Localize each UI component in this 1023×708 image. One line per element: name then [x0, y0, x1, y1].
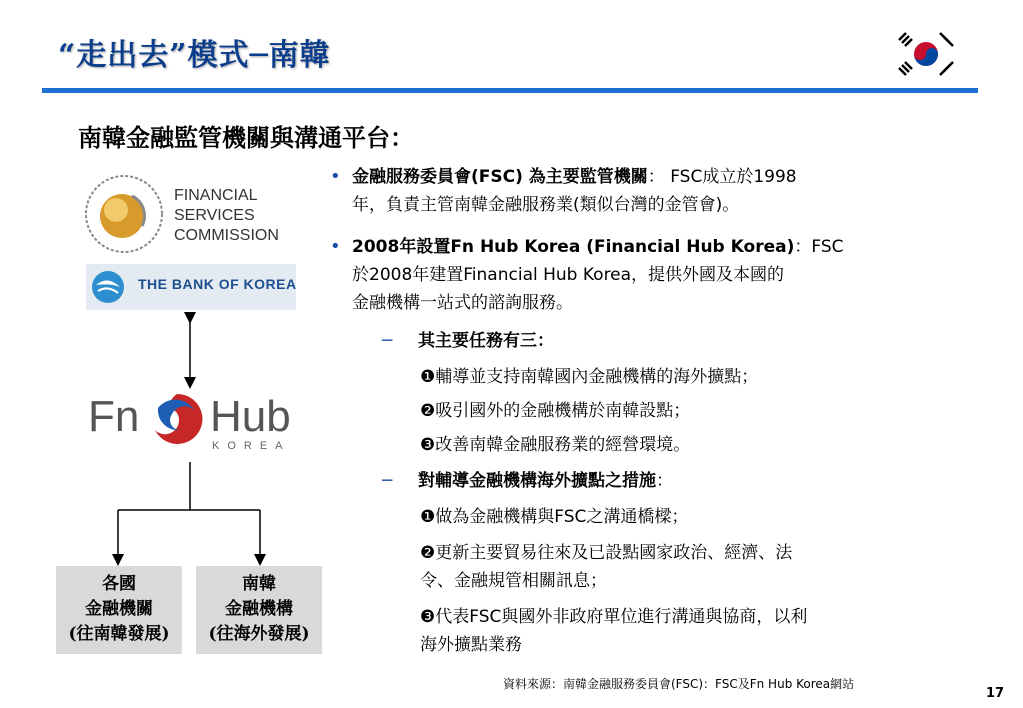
- page-title: “走出去”模式─南韓: [58, 38, 331, 73]
- sub2-title: 對輔導金融機構海外擴點之措施: [418, 471, 656, 491]
- sub2-item3-line1: ❸代表FSC與國外非政府單位進行溝通與協商，以利: [420, 607, 808, 627]
- section-subtitle: 南韓金融監管機關與溝通平台：: [78, 123, 414, 152]
- bullet1-rest: ： FSC成立於1998: [647, 167, 797, 187]
- fnhub-left-text: Fn: [88, 392, 140, 441]
- dash-marker: ─: [382, 331, 393, 351]
- sub2-item1: ❶做為金融機構與FSC之溝通橋樑；: [420, 507, 689, 527]
- box1-line3: (往南韓發展): [68, 624, 170, 644]
- bullet-dot: •: [330, 166, 341, 187]
- fnhub-sub-text: KOREA: [212, 440, 291, 452]
- dash-marker: ─: [382, 471, 393, 491]
- sub1-item1: ❶輔導並支持南韓國內金融機構的海外擴點；: [420, 367, 759, 387]
- fsc-emblem-icon: [82, 172, 166, 256]
- bullet1-line1: [352, 164, 797, 190]
- box1-line2: 金融機關: [85, 599, 153, 619]
- bullet1-line2: 年，負責主管南韓金融服務業(類似台灣的金管會)。: [352, 195, 740, 215]
- fsc-text-line1: FINANCIAL: [174, 187, 258, 204]
- bullet1-bold: 金融服務委員會(FSC) 為主要監管機關: [352, 167, 648, 187]
- bullet2-rest: ：FSC: [794, 237, 844, 257]
- bullet2-bold: 2008年設置Fn Hub Korea (Financial Hub Korea): [352, 237, 795, 257]
- source-note: 資料來源：南韓金融服務委員會(FSC)：FSC及Fn Hub Korea網站: [503, 677, 855, 691]
- sub2-title-line: [418, 468, 673, 494]
- fsc-text-line2: SERVICES: [174, 207, 255, 224]
- sub1-item3: ❸改善南韓金融服務業的經營環境。: [420, 435, 691, 455]
- bank-of-korea-logo: [86, 264, 296, 310]
- sub1-title: 其主要任務有三：: [418, 331, 554, 351]
- title-divider: [42, 88, 978, 93]
- sub2-colon: ：: [656, 471, 673, 491]
- page-number: 17: [986, 686, 1005, 701]
- sub2-item2-line2: 令、金融規管相關訊息；: [420, 571, 607, 591]
- fsc-logo: [82, 172, 302, 256]
- sub2-item3-line2: 海外擴點業務: [420, 635, 522, 655]
- fnhub-right-text: Hub: [210, 392, 291, 441]
- box2-line2: 金融機構: [225, 599, 293, 619]
- box2-line1: 南韓: [242, 574, 276, 594]
- sub1-item2: ❷吸引國外的金融機構於南韓設點；: [420, 401, 691, 421]
- bullet-dot: •: [330, 236, 341, 257]
- foreign-institutions-box: [56, 566, 182, 654]
- bullet2-line1: [352, 234, 844, 260]
- sub2-item2-line1: ❷更新主要貿易往來及已設點國家政治、經濟、法: [420, 543, 793, 563]
- fn-hub-korea-logo: [88, 390, 298, 454]
- box1-line1: 各國: [102, 574, 136, 594]
- bok-emblem-icon: [90, 269, 126, 305]
- fnhub-swirl-icon: [148, 390, 206, 448]
- bullet2-line2: 於2008年建置Financial Hub Korea，提供外國及本國的: [352, 265, 785, 285]
- bullet2-line3: 金融機構一站式的諮詢服務。: [352, 293, 573, 313]
- fsc-text-line3: COMMISSION: [174, 227, 279, 244]
- korean-institutions-box: [196, 566, 322, 654]
- bok-text: THE BANK OF KOREA: [138, 276, 297, 292]
- korea-flag-icon: [893, 28, 959, 80]
- box2-line3: (往海外發展): [208, 624, 310, 644]
